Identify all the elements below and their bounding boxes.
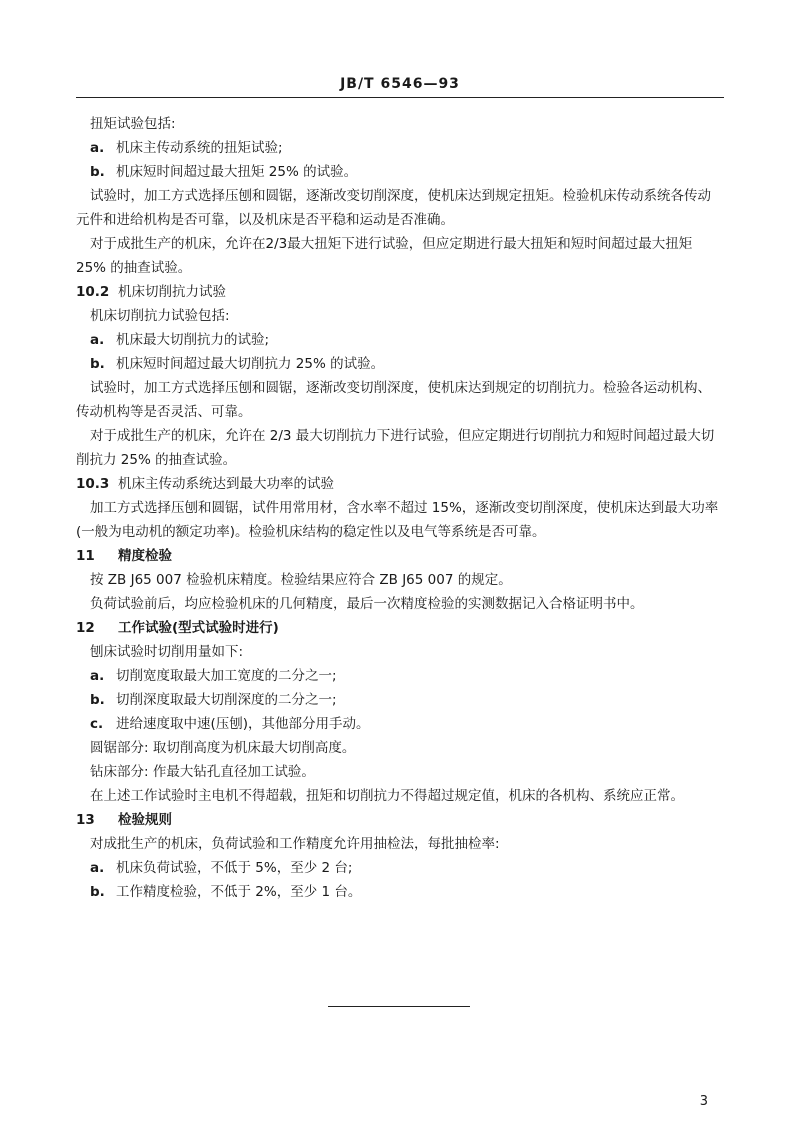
list-item-marker: a. [90,860,105,876]
paragraph: 机床切削抗力试验包括: [90,308,230,324]
list-item-text: 机床最大切削抗力的试验; [116,332,270,348]
document-code-header: JB/T 6546—93 [340,76,460,92]
list-item-marker: b. [90,692,105,708]
subsection-heading [76,280,724,304]
list-item-text: 机床短时间超过最大扭矩 25% 的试验。 [116,164,358,180]
heading-text: 检验规则 [118,812,172,828]
list-item [76,352,724,376]
list-item-text: 机床主传动系统的扭矩试验; [116,140,283,156]
list-item-text: 工作精度检验，不低于 2%，至少 1 台。 [116,884,362,900]
paragraph: 在上述工作试验时主电机不得超载，扭矩和切削抗力不得超过规定值，机床的各机构、系统应正常。 [90,788,684,804]
subsection-heading [76,472,724,496]
heading-number: 11 [76,548,95,564]
section-heading [76,808,724,832]
list-item-text: 机床负荷试验，不低于 5%，至少 2 台; [116,860,353,876]
list-item-text: 机床短时间超过最大切削抗力 25% 的试验。 [116,356,385,372]
list-item-marker: a. [90,332,105,348]
paragraph: 对于成批生产的机床，允许在 2/3 最大切削抗力下进行试验，但应定期进行切削抗力和短时间超过最大切削抗力 25% 的抽查试验。 [76,428,715,468]
paragraph: 按 ZB J65 007 检验机床精度。检验结果应符合 ZB J65 007 的规定。 [90,572,512,588]
header-divider [76,97,724,98]
heading-number: 10.2 [76,284,110,300]
heading-number: 10.3 [76,476,110,492]
paragraph: 钻床部分: 作最大钻孔直径加工试验。 [90,764,315,780]
section-heading [76,616,724,640]
list-item [76,160,724,184]
list-item-marker: b. [90,356,105,372]
paragraph: 试验时，加工方式选择压刨和圆锯，逐渐改变切削深度，使机床达到规定扭矩。检验机床传动系统各传动元件和进给机构是否可靠，以及机床是否平稳和运动是否准确。 [76,188,711,228]
section-heading [76,544,724,568]
list-item [76,136,724,160]
paragraph: 试验时，加工方式选择压刨和圆锯，逐渐改变切削深度，使机床达到规定的切削抗力。检验各运动机构、传动机构等是否灵活、可靠。 [76,380,711,420]
list-item [76,712,724,736]
end-of-document-rule [328,1006,470,1007]
list-item-marker: a. [90,140,105,156]
list-item-marker: b. [90,884,105,900]
paragraph: 加工方式选择压刨和圆锯，试件用常用材，含水率不超过 15%，逐渐改变切削深度，使机床达到最大功率(一般为电动机的额定功率)。检验机床结构的稳定性以及电气等系统是否可靠。 [76,500,719,540]
list-item [76,880,724,904]
paragraph: 对于成批生产的机床，允许在2/3最大扭矩下进行试验，但应定期进行最大扭矩和短时间超过最大扭矩 25% 的抽查试验。 [76,236,693,276]
document-body [76,112,724,904]
list-item [76,664,724,688]
list-item [76,688,724,712]
list-item-text: 进给速度取中速(压刨)，其他部分用手动。 [116,716,370,732]
list-item-text: 切削深度取最大切削深度的二分之一; [116,692,337,708]
heading-number: 12 [76,620,95,636]
list-item [76,856,724,880]
heading-text: 机床主传动系统达到最大功率的试验 [118,476,334,492]
heading-text: 精度检验 [118,548,172,564]
list-item-marker: b. [90,164,105,180]
list-item-text: 切削宽度取最大加工宽度的二分之一; [116,668,337,684]
heading-text: 机床切削抗力试验 [118,284,226,300]
paragraph: 对成批生产的机床，负荷试验和工作精度允许用抽检法，每批抽检率: [90,836,500,852]
heading-number: 13 [76,812,95,828]
list-item-marker: a. [90,668,105,684]
list-item-marker: c. [90,716,104,732]
paragraph: 负荷试验前后，均应检验机床的几何精度，最后一次精度检验的实测数据记入合格证明书中。 [90,596,644,612]
paragraph: 扭矩试验包括: [90,116,176,132]
page-number: 3 [699,1094,708,1109]
heading-text: 工作试验(型式试验时进行) [118,620,279,636]
paragraph: 刨床试验时切削用量如下: [90,644,244,660]
list-item [76,328,724,352]
paragraph: 圆锯部分: 取切削高度为机床最大切削高度。 [90,740,356,756]
